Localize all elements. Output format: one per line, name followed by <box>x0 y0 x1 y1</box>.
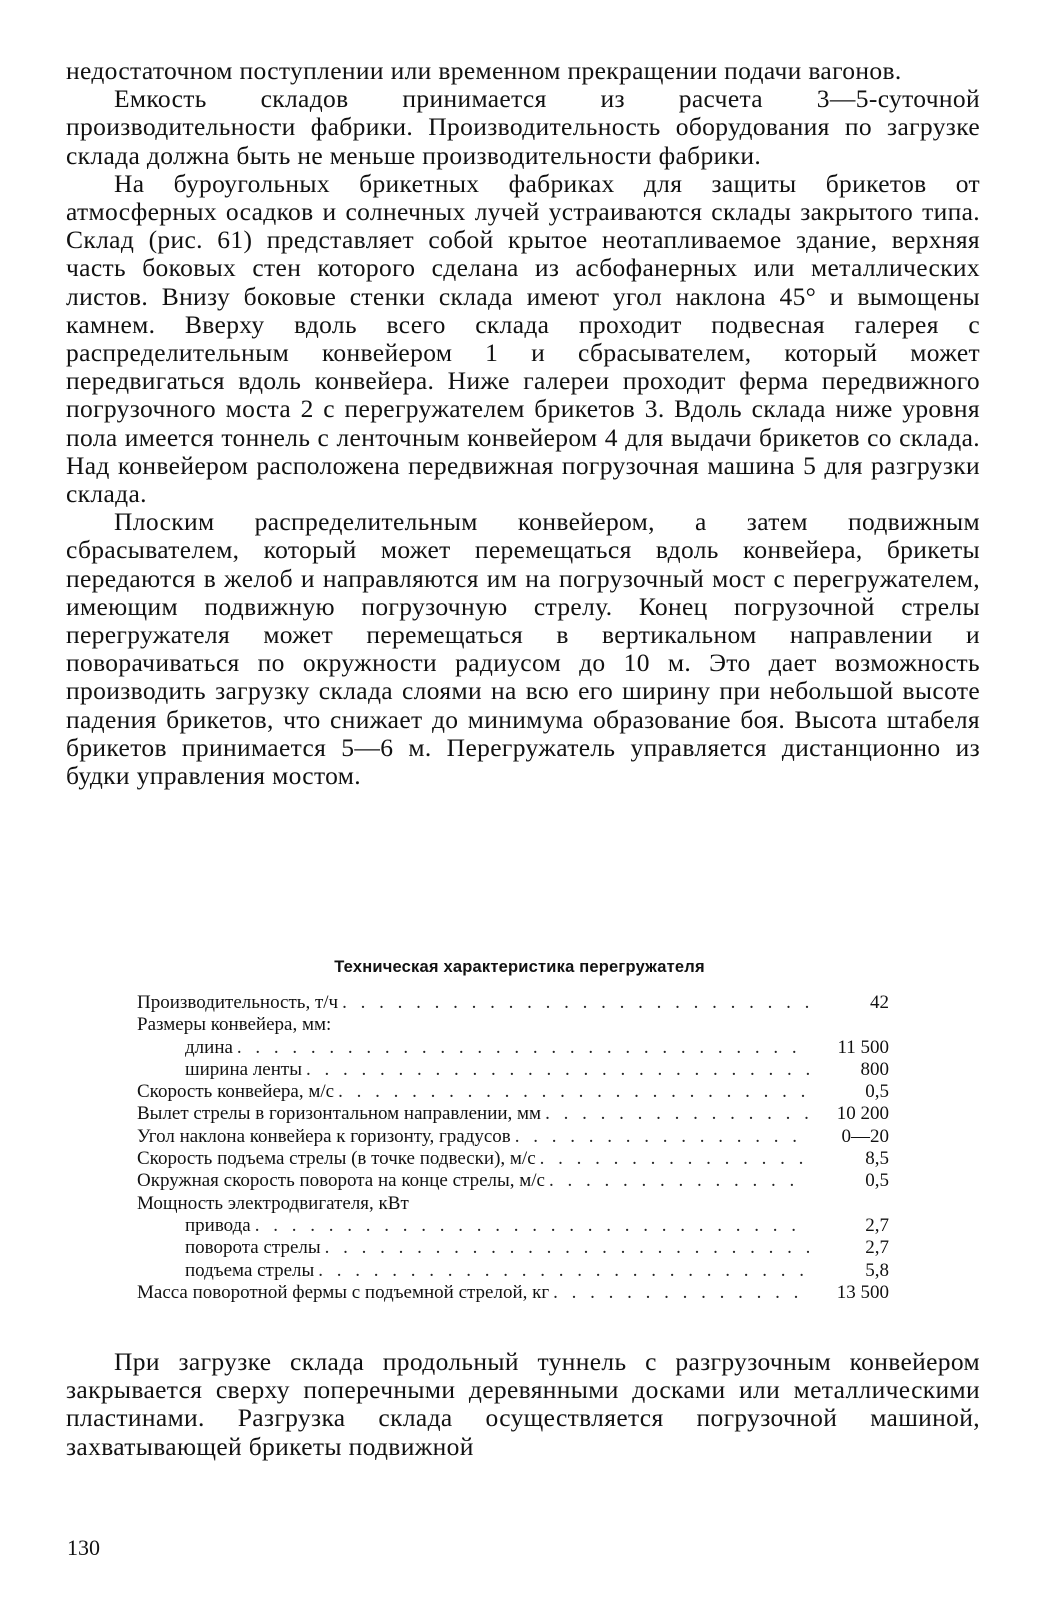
paragraph-distribution-conveyor: Плоским распределительным конвейером, а затем подвижным сбрасывателем, который может перемещаться вдоль конвейера, брикеты передаются в желоб и направляются им на погрузочный мост с перегружателем, имеющим подвижную погрузочную стрелу. Конец погрузочной стрелы перегружателя может перемещаться в вертикальном направлении и поворачиваться по окружности радиусом до 10 м. Это дает возможность производить загрузку склада слоями на всю его ширину при небольшой высоте падения брикетов, что снижает до минимума образование боя. Высота штабеля брикетов принимается 5—6 м. Перегружатель управляется дистанционно из будки управления мостом. <box>66 507 980 791</box>
spec-value: 0,5 <box>865 1081 889 1103</box>
spec-value: 2,7 <box>865 1237 889 1259</box>
spec-label: Производительность, т/ч <box>137 992 339 1013</box>
spec-table-title: Техническая характеристика перегружателя <box>334 958 705 976</box>
dot-leader <box>306 1059 809 1081</box>
spec-label: Вылет стрелы в горизонтальном направлении, мм <box>137 1103 542 1125</box>
page-number: 130 <box>67 1535 100 1560</box>
spec-value: 0—20 <box>841 1125 889 1147</box>
paragraph-storage-capacity: Емкость складов принимается из расчета 3—5-суточной производительности фабрики. Производительность оборудования по загрузке склада должна быть не меньше производительности фабрики. <box>66 84 980 170</box>
paragraph-continuation: недостаточном поступлении или временном прекращении подачи вагонов. <box>66 56 902 85</box>
spec-value: 8,5 <box>865 1148 889 1170</box>
spec-value: 10 200 <box>836 1103 889 1125</box>
spec-row <box>137 992 889 1014</box>
spec-label: ширина ленты <box>185 1058 302 1080</box>
dot-leader <box>318 1260 809 1282</box>
body-text-bottom <box>66 1348 980 1461</box>
dot-leader <box>515 1126 809 1148</box>
spec-table <box>137 992 889 1304</box>
body-text-top <box>66 57 980 790</box>
dot-leader <box>342 992 809 1014</box>
spec-label: Мощность электродвигателя, кВт <box>137 1192 409 1214</box>
dot-leader <box>553 1282 809 1304</box>
spec-value: 42 <box>870 992 889 1013</box>
dot-leader <box>255 1215 809 1237</box>
spec-label: подъема стрелы <box>185 1259 315 1281</box>
spec-label: Масса поворотной фермы с подъемной стрелой, кг <box>137 1281 550 1303</box>
spec-row <box>137 1126 889 1148</box>
spec-label: Скорость конвейера, м/с <box>137 1081 335 1103</box>
spec-value: 5,8 <box>865 1259 889 1281</box>
spec-row <box>137 1215 889 1237</box>
spec-label: поворота стрелы <box>185 1237 321 1259</box>
spec-value: 11 500 <box>837 1036 889 1058</box>
spec-value: 800 <box>860 1058 889 1080</box>
spec-row-heading <box>137 1014 889 1036</box>
dot-leader <box>549 1170 809 1192</box>
dot-leader <box>540 1148 809 1170</box>
dot-leader <box>545 1103 809 1125</box>
dot-leader <box>237 1037 809 1059</box>
paragraph-unloading: При загрузке склада продольный туннель с разгрузочным конвейером закрывается сверху поперечными деревянными досками или металлическими пластинами. Разгрузка склада осуществляется погрузочной машиной, захватывающей брикеты подвижной <box>66 1347 980 1461</box>
paragraph-closed-storage: На буроугольных брикетных фабриках для защиты брикетов от атмосферных осадков и солнечных лучей устраиваются склады закрытого типа. Склад (рис. 61) представляет собой крытое неотапливаемое здание, верхняя часть боковых стен которого сделана из асбофанерных или металлических листов. Внизу боковые стенки склада имеют угол наклона 45° и вымощены камнем. Вверху вдоль всего склада проходит подвесная галерея с распределительным конвейером 1 и сбрасывателем, который может передвигаться вдоль конвейера. Ниже галереи проходит ферма передвижного погрузочного моста 2 с перегружателем брикетов 3. Вдоль склада ниже уровня пола имеется тоннель с ленточным конвейером 4 для выдачи брикетов со склада. Над конвейером расположена передвижная погрузочная машина 5 для разгрузки склада. <box>66 168 980 509</box>
spec-row <box>137 1081 889 1103</box>
spec-row-heading <box>137 1193 889 1215</box>
spec-value: 0,5 <box>865 1170 889 1192</box>
dot-leader <box>338 1081 809 1103</box>
spec-label: привода <box>185 1214 251 1236</box>
spec-label: Размеры конвейера, мм: <box>137 1014 332 1036</box>
spec-value: 13 500 <box>836 1281 889 1303</box>
spec-row <box>137 1059 889 1081</box>
spec-row <box>137 1237 889 1259</box>
spec-label: Скорость подъема стрелы (в точке подвески), м/с <box>137 1148 536 1170</box>
spec-row <box>137 1037 889 1059</box>
spec-row <box>137 1170 889 1192</box>
spec-value: 2,7 <box>865 1214 889 1236</box>
spec-row <box>137 1260 889 1282</box>
spec-row <box>137 1282 889 1304</box>
spec-label: длина <box>185 1036 233 1058</box>
spec-label: Угол наклона конвейера к горизонту, градусов <box>137 1125 511 1147</box>
spec-row <box>137 1148 889 1170</box>
spec-row <box>137 1103 889 1125</box>
dot-leader <box>325 1237 809 1259</box>
spec-label: Окружная скорость поворота на конце стрелы, м/с <box>137 1170 545 1192</box>
